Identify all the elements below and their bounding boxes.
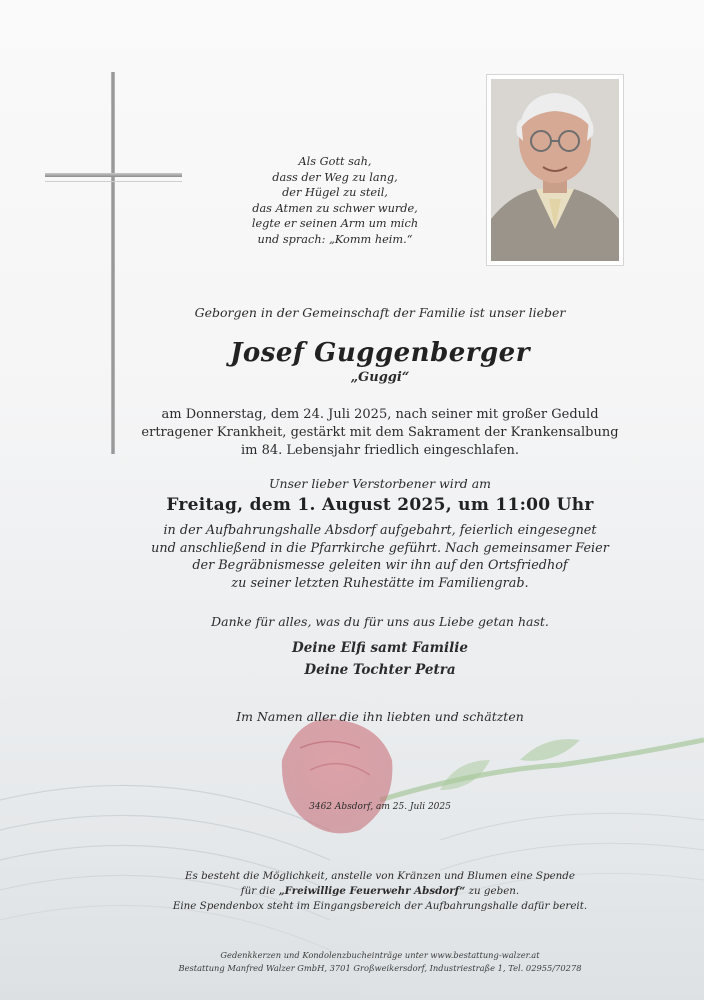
poem-line: Als Gott sah, (298, 155, 372, 168)
donation-pre: für die (240, 885, 279, 897)
service-line: in der Aufbahrungshalle Absdorf aufgebahrt, feierlich eingesegnet (163, 523, 597, 538)
footer-address-line: Bestattung Manfred Walzer GmbH, 3701 Großweikersdorf, Industriestraße 1, Tel. 02955/70278 (178, 962, 582, 973)
service-details (140, 522, 620, 592)
funeral-home-footer (140, 949, 620, 974)
signature-daughter: Deine Tochter Petra (304, 662, 456, 678)
death-line: ertragener Krankheit, gestärkt mit dem Sakrament der Krankensalbung (141, 425, 619, 440)
donation-post: zu geben. (465, 885, 520, 897)
donation-line: Eine Spendenbox steht im Eingangsbereich der Aufbahrungshalle dafür bereit. (172, 900, 588, 912)
service-line: der Begräbnismesse geleiten wir ihn auf den Ortsfriedhof (192, 558, 568, 573)
poem-line: und sprach: „Komm heim.“ (257, 232, 413, 246)
poem-line: der Hügel zu steil, (282, 186, 388, 199)
service-line: und anschließend in die Pfarrkirche geführt. Nach gemeinsamer Feier (151, 540, 609, 556)
intro-text: Geborgen in der Gemeinschaft der Familie ist unser lieber (194, 305, 566, 320)
service-date: Freitag, dem 1. August 2025, um 11:00 Uhr (166, 495, 594, 515)
death-line: am Donnerstag, dem 24. Juli 2025, nach seiner mit großer Geduld (161, 407, 599, 422)
donation-line: Es besteht die Möglichkeit, anstelle von Kränzen und Blumen eine Spende (185, 870, 575, 882)
service-intro: Unser lieber Verstorbener wird am (268, 476, 492, 491)
on-behalf-text: Im Namen aller die ihn liebten und schätzten (236, 709, 524, 724)
portrait-frame (486, 74, 624, 266)
death-line: im 84. Lebensjahr friedlich eingeschlafen. (240, 443, 520, 458)
service-line: zu seiner letzten Ruhestätte im Familiengrab. (231, 575, 529, 591)
portrait-photo (491, 79, 619, 261)
donation-note (140, 869, 620, 914)
cross-vertical-bar (111, 72, 115, 454)
deceased-nickname: „Guggi“ (350, 370, 410, 385)
footer-website-line: Gedenkkerzen und Kondolenzbucheinträge unter www.bestattung-walzer.at (220, 950, 540, 960)
deceased-name: Josef Guggenberger (230, 338, 530, 368)
poem (200, 154, 470, 247)
signature-family: Deine Elfi samt Familie (292, 640, 468, 656)
poem-line: das Atmen zu schwer wurde, (252, 201, 418, 215)
thanks-text: Danke für alles, was du für uns aus Liebe getan hast. (211, 614, 549, 629)
poem-line: legte er seinen Arm um mich (251, 217, 419, 230)
poem-line: dass der Weg zu lang, (272, 170, 398, 184)
cross-horizontal-bar (45, 173, 182, 177)
donation-line (140, 884, 620, 899)
cross-horizontal-shadow (45, 181, 182, 182)
place-date: 3462 Absdorf, am 25. Juli 2025 (309, 802, 451, 812)
donation-recipient: „Freiwillige Feuerwehr Absdorf“ (278, 885, 466, 897)
death-announcement (140, 406, 620, 460)
